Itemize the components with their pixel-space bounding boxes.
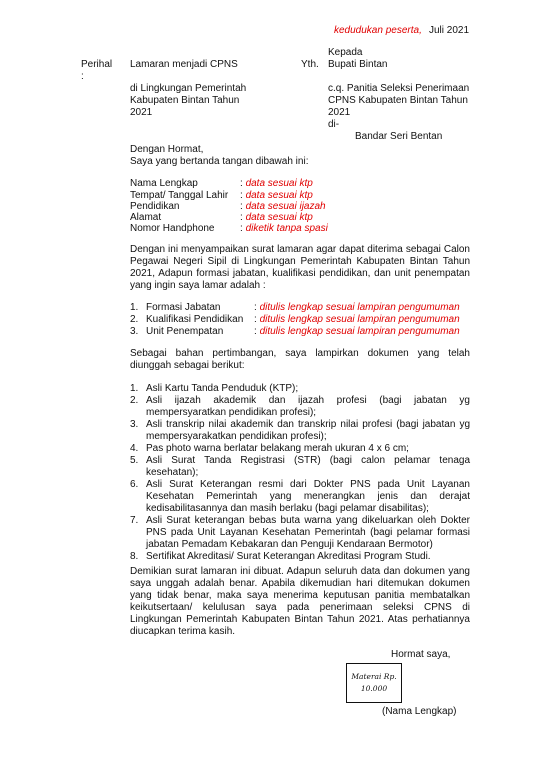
identity-label: Nama Lengkap — [130, 178, 198, 189]
attachment-num: 7. — [130, 515, 139, 526]
signoff: Hormat saya, — [391, 649, 451, 660]
attachment-text: Sertifikat Akreditasi/ Surat Keterangan Akreditasi Program Studi. — [146, 551, 431, 562]
attachment-item — [130, 551, 470, 563]
attachment-num: 6. — [130, 479, 139, 490]
greeting-line: Dengan Hormat, — [130, 144, 204, 155]
addressee-kepada: Kepada — [328, 47, 363, 58]
addressee-yth: Yth. — [301, 59, 319, 70]
attachment-num: 3. — [130, 419, 139, 430]
position-value: ditulis lengkap sesuai lampiran pengumuman — [259, 314, 460, 325]
identity-label: Tempat/ Tanggal Lahir — [130, 190, 229, 201]
attachment-num: 8. — [130, 551, 139, 562]
attachment-item — [130, 479, 470, 515]
subject-line: 2021 — [130, 107, 153, 118]
position-item: 2. Kualifikasi Pendidikan : ditulis lengkap sesuai lampiran pengumuman — [130, 314, 460, 325]
identity-label: Alamat — [130, 212, 162, 223]
position-value: ditulis lengkap sesuai lampiran pengumuman — [259, 302, 460, 313]
identity-value: data sesuai ktp — [245, 178, 313, 189]
subject-line: Lamaran menjadi CPNS — [130, 59, 238, 70]
identity-row: Nama Lengkap : data sesuai ktp — [130, 178, 313, 189]
attachment-num: 5. — [130, 455, 139, 466]
attachment-text: Pas photo warna berlatar belakang merah ukuran 4 x 6 cm; — [146, 443, 409, 454]
greeting-line: Saya yang bertanda tangan dibawah ini: — [130, 156, 309, 167]
position-item: 3. Unit Penempatan : ditulis lengkap sesuai lampiran pengumuman — [130, 326, 460, 337]
date-placeholder: kedudukan peserta, — [334, 25, 422, 36]
addressee-di: di- — [328, 119, 340, 130]
identity-value: diketik tanpa spasi — [245, 223, 328, 234]
attachment-item — [130, 419, 470, 443]
attachment-num: 1. — [130, 383, 139, 394]
identity-label: Pendidikan — [130, 201, 180, 212]
attachment-item — [130, 395, 470, 419]
attachment-item — [130, 383, 470, 395]
attachment-text: Asli Surat keterangan bebas buta warna yang dikeluarkan oleh Dokter PNS pada Unit Layanan Kesehatan Pemerintah (bagi pelamar formasi jabatan Pemadam Kebakaran dan Penguji Kendaraan Bermotor) — [146, 515, 470, 550]
position-label: Formasi Jabatan — [146, 302, 221, 313]
subject-label: Perihal — [81, 59, 113, 70]
attachment-text: Asli Kartu Tanda Penduduk (KTP); — [146, 383, 299, 394]
subject-line: Kabupaten Bintan Tahun — [130, 95, 240, 106]
addressee-recipient: Bupati Bintan — [328, 59, 388, 70]
position-num: 1. — [130, 302, 139, 313]
position-label: Unit Penempatan — [146, 326, 224, 337]
addressee-place: Bandar Seri Bentan — [355, 131, 443, 142]
subject-colon: : — [81, 71, 84, 82]
attachment-text: Asli ijazah akademik dan ijazah profesi (bagi jabatan yg mempersyaratkan pendidikan profesi); — [146, 395, 470, 418]
identity-label: Nomor Handphone — [130, 223, 215, 234]
identity-value: data sesuai ktp — [245, 212, 313, 223]
identity-value: data sesuai ijazah — [245, 201, 326, 212]
attachment-num: 4. — [130, 443, 139, 454]
position-num: 3. — [130, 326, 139, 337]
position-value: ditulis lengkap sesuai lampiran pengumuman — [259, 326, 460, 337]
position-num: 2. — [130, 314, 139, 325]
date-text: Juli 2021 — [429, 25, 470, 36]
attachments-list — [130, 383, 470, 563]
identity-row: Nomor Handphone : diketik tanpa spasi — [130, 223, 328, 234]
addressee-cq-line: CPNS Kabupaten Bintan Tahun — [328, 95, 468, 106]
identity-row: Alamat : data sesuai ktp — [130, 212, 313, 223]
attachment-text: Asli Surat Tanda Registrasi (STR) (bagi calon pelamar tenaga kesehatan); — [146, 455, 470, 478]
stamp-line: Materai Rp. — [351, 672, 397, 681]
subject-line: di Lingkungan Pemerintah — [130, 83, 247, 94]
attachment-text: Asli Surat Keterangan resmi dari Dokter PNS pada Unit Layanan Kesehatan Pemerintah yang menerangkan jenis dan derajat kedisabilitasannya dan masih berlaku (bagi pelamar disabilitas); — [146, 479, 470, 514]
attachment-item — [130, 455, 470, 479]
position-label: Kualifikasi Pendidikan — [146, 314, 244, 325]
intro-paragraph: Dengan ini menyampaikan surat lamaran agar dapat diterima sebagai Calon Pegawai Negeri Sipil di Lingkungan Pemerintah Kabupaten Bintan Tahun 2021, Adapun formasi jabatan, kualifikasi pendidikan, dan unit penempatan yang ingin saya lamar adalah : — [130, 244, 470, 291]
position-item: 1. Formasi Jabatan : ditulis lengkap sesuai lampiran pengumuman — [130, 302, 460, 313]
closing-paragraph: Demikian surat lamaran ini dibuat. Adapun seluruh data dan dokumen yang saya unggah adalah benar. Apabila dikemudian hari ditemukan dokumen yang tidak benar, maka saya menerima keputusan panitia membatalkan keikutsertaan/ kelulusan saya pada penerimaan seleksi CPNS di Lingkungan Pemerintah Kabupaten Bintan Tahun 2021. Atas perhatiannya diucapkan terima kasih. — [130, 566, 470, 637]
stamp-line: 10.000 — [360, 684, 388, 693]
addressee-cq-line: c.q. Panitia Seleksi Penerimaan — [328, 83, 470, 94]
materai-stamp-box — [346, 663, 402, 703]
attachment-text: Asli transkrip nilai akademik dan transkrip nilai profesi (bagi jabatan yg mempersyarakatkan pendidikan profesi); — [146, 419, 470, 442]
attachment-item — [130, 515, 470, 551]
signature-name: (Nama Lengkap) — [382, 706, 457, 717]
identity-value: data sesuai ktp — [245, 190, 313, 201]
attachments-intro: Sebagai bahan pertimbangan, saya lampirkan dokumen yang telah diunggah sebagai berikut: — [130, 348, 470, 371]
identity-row: Pendidikan : data sesuai ijazah — [130, 201, 326, 212]
attachment-item — [130, 443, 470, 455]
identity-row: Tempat/ Tanggal Lahir : data sesuai ktp — [130, 190, 313, 201]
addressee-cq-line: 2021 — [328, 107, 351, 118]
attachment-num: 2. — [130, 395, 139, 406]
